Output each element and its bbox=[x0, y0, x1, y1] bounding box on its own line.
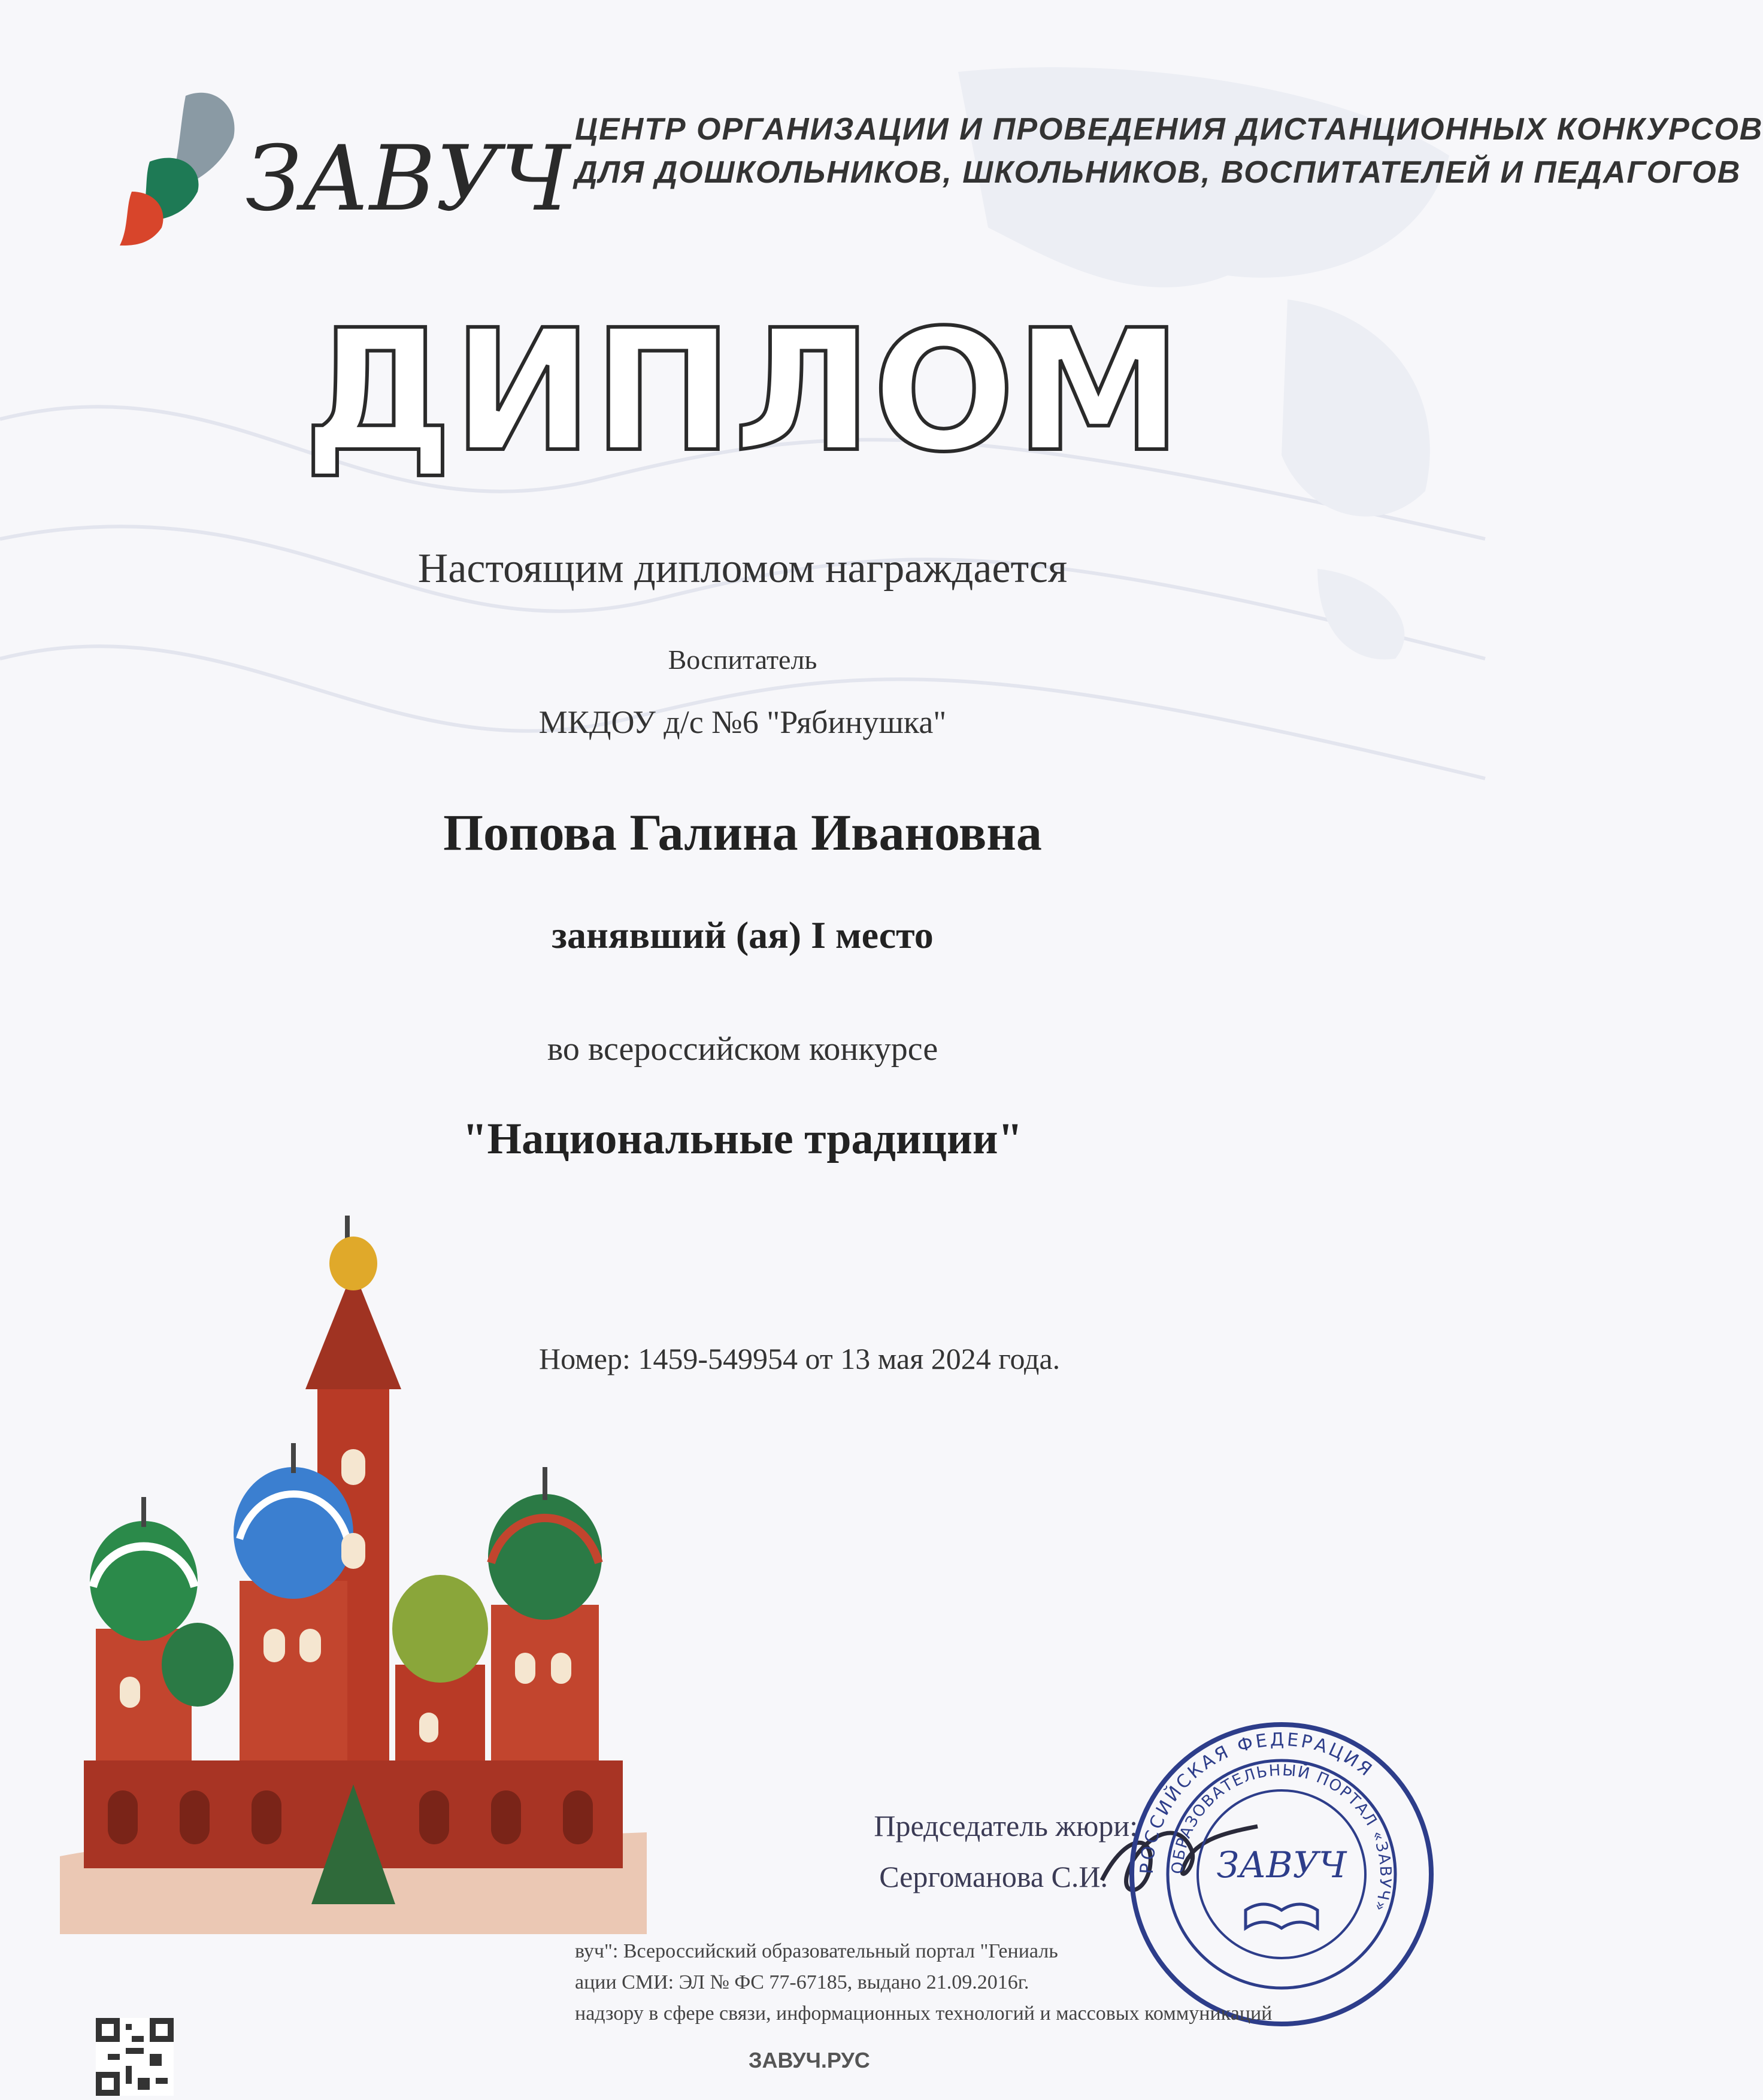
contest-name: "Национальные традиции" bbox=[462, 1114, 1023, 1163]
header-organization-text bbox=[575, 108, 1763, 194]
logo-wordmark: ЗАВУЧ bbox=[246, 127, 570, 231]
position-text: Воспитатель bbox=[668, 644, 817, 675]
contest-prefix: во всероссийском конкурсе bbox=[547, 1031, 938, 1068]
svg-text:ОБРАЗОВАТЕЛЬНЫЙ ПОРТАЛ «ЗАВУЧ»: ОБРАЗОВАТЕЛЬНЫЙ ПОРТАЛ «ЗАВУЧ» bbox=[1168, 1761, 1395, 1915]
svg-text:РОССИЙСКАЯ ФЕДЕРАЦИЯ: РОССИЙСКАЯ ФЕДЕРАЦИЯ bbox=[1136, 1729, 1378, 1875]
book-icon bbox=[1246, 1904, 1317, 1928]
footer-line-2: ации СМИ: ЭЛ № ФС 77-67185, выдано 21.09.2016г. bbox=[575, 1971, 1029, 1993]
jury-chair-label: Председатель жюри: bbox=[874, 1809, 1138, 1843]
cathedral-illustration bbox=[60, 1198, 647, 1934]
diploma-number: Номер: 1459-549954 от 13 мая 2024 года. bbox=[539, 1342, 1061, 1375]
header-line-2: ДЛЯ ДОШКОЛЬНИКОВ, ШКОЛЬНИКОВ, ВОСПИТАТЕЛЕЙ И ПЕДАГОГОВ bbox=[575, 155, 1741, 190]
footer-line-3: надзору в сфере связи, информационных технологий и массовых коммуникаций bbox=[575, 2002, 1273, 2025]
organization-text: МКДОУ д/с №6 "Рябинушка" bbox=[538, 704, 947, 740]
jury-chair-name: Сергоманова С.И. bbox=[879, 1860, 1108, 1893]
svg-text:ЗАВУЧ: ЗАВУЧ bbox=[1216, 1844, 1347, 1886]
zavuch-logo bbox=[114, 72, 570, 263]
svg-text:ДИПЛОМ: ДИПЛОМ bbox=[303, 294, 1182, 489]
footer-line-1: вуч": Всероссийский образовательный портал "Гениаль bbox=[575, 1940, 1058, 1962]
header-line-1: ЦЕНТР ОРГАНИЗАЦИИ И ПРОВЕДЕНИЯ ДИСТАНЦИОННЫХ КОНКУРСОВ bbox=[575, 112, 1763, 147]
qr-code-icon bbox=[96, 2018, 174, 2096]
official-stamp bbox=[1126, 1719, 1437, 2030]
recipient-name: Попова Галина Ивановна bbox=[443, 804, 1042, 861]
feather-icon bbox=[120, 93, 235, 246]
awarded-text: Настоящим дипломом награждается bbox=[417, 546, 1068, 592]
place-text: занявший (ая) I место bbox=[552, 914, 934, 956]
footer-site: ЗАВУЧ.РУС bbox=[749, 2048, 870, 2072]
diploma-title bbox=[303, 294, 1182, 489]
